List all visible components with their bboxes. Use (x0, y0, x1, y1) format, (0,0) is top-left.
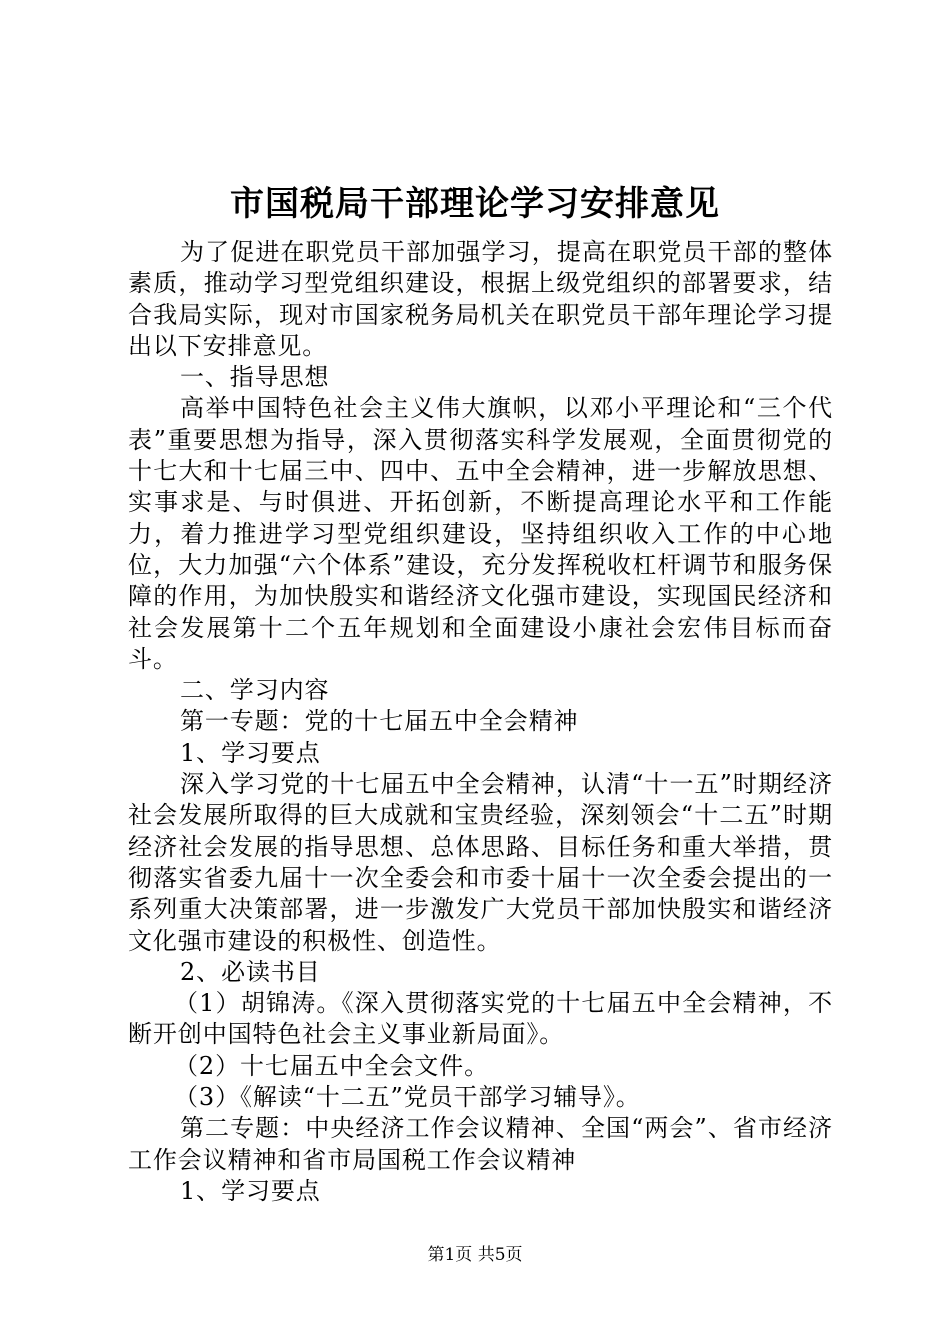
section-heading-study-content: 二、学习内容 (180, 676, 330, 705)
topic-one-reading-heading: 2、必读书目 (180, 957, 321, 986)
reading-item-1: （1）胡锦涛。《深入贯彻落实党的十七届五中全会精神，不断开创中国特色社会主义事业新局面》。 (128, 989, 833, 1049)
document-title: 市国税局干部理论学习安排意见 (230, 184, 720, 224)
topic-one-key-points-paragraph: 深入学习党的十七届五中全会精神，认清“十一五”时期经济社会发展所取得的巨大成就和宝贵经验，深刻领会“十二五”时期经济社会发展的指导思想、总体思路、目标任务和重大举措，贯彻落实省委九届十一次全委会和市委十届十一次全委会提出的一系列重大决策部署，进一步激发广大党员干部加快殷实和谐经济文化强市建设的积极性、创造性。 (128, 770, 833, 955)
topic-one-heading: 第一专题：党的十七届五中全会精神 (180, 707, 579, 736)
document-body (128, 237, 833, 1207)
topic-two-heading: 第二专题：中央经济工作会议精神、全国“两会”、省市经济工作会议精神和省市局国税工作会议精神 (128, 1114, 833, 1174)
page-footer: 第1页 共5页 (427, 1245, 523, 1265)
reading-item-2: （2）十七届五中全会文件。 (174, 1051, 489, 1080)
section-heading-guiding-ideology: 一、指导思想 (180, 363, 330, 392)
topic-two-key-points-heading: 1、学习要点 (180, 1176, 321, 1205)
guiding-ideology-paragraph: 高举中国特色社会主义伟大旗帜，以邓小平理论和“三个代表”重要思想为指导，深入贯彻落实科学发展观，全面贯彻党的十七大和十七届三中、四中、五中全会精神，进一步解放思想、实事求是、与时俱进、开拓创新，不断提高理论水平和工作能力，着力推进学习型党组织建设，坚持组织收入工作的中心地位，大力加强“六个体系”建设，充分发挥税收杠杆调节和服务保障的作用，为加快殷实和谐经济文化强市建设，实现国民经济和社会发展第十二个五年规划和全面建设小康社会宏伟目标而奋斗。 (128, 394, 833, 673)
reading-item-3: （3）《解读“十二五”党员干部学习辅导》。 (174, 1083, 641, 1112)
intro-paragraph: 为了促进在职党员干部加强学习，提高在职党员干部的整体素质，推动学习型党组织建设，根据上级党组织的部署要求，结合我局实际，现对市国家税务局机关在职党员干部年理论学习提出以下安排意见。 (128, 238, 833, 360)
topic-one-key-points-heading: 1、学习要点 (180, 738, 321, 767)
